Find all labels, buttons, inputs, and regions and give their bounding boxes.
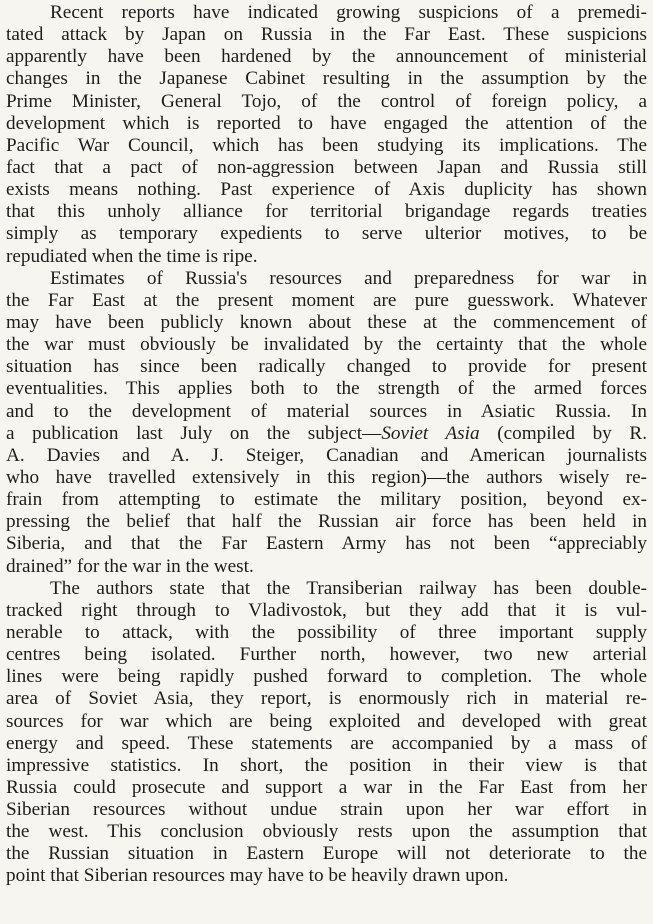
text-line: eventualities. This applies both to the strength of the armed forces	[6, 378, 647, 400]
text-line: who have travelled extensively in this region)—the authors wisely re-	[6, 466, 647, 488]
text-line: development which is reported to have engaged the attention of the	[6, 112, 647, 134]
text-line: Estimates of Russia's resources and preparedness for war in	[50, 267, 647, 289]
text-line: pressing the belief that half the Russian air force has been held in	[6, 511, 647, 533]
text-line: and to the development of material sources in Asiatic Russia. In	[6, 400, 647, 422]
text-line: simply as temporary expedients to serve ulterior motives, to be	[6, 223, 647, 245]
paragraph-3	[6, 578, 647, 888]
book-title: Soviet Asia	[381, 422, 480, 444]
text-line: tracked right through to Vladivostok, but they add that it is vul-	[6, 599, 647, 621]
text-line: fact that a pact of non-aggression between Japan and Russia still	[6, 156, 647, 178]
paragraph-2	[6, 268, 647, 578]
text-line: Russia could prosecute and support a war in the Far East from her	[6, 776, 647, 798]
text-line: Recent reports have indicated growing suspicions of a premedi-	[50, 2, 647, 23]
text-line: Prime Minister, General Tojo, of the control of foreign policy, a	[6, 90, 647, 112]
text-line: the war must obviously be invalidated by the certainty that the whole	[6, 334, 647, 356]
text-line: may have been publicly known about these at the commencement of	[6, 311, 647, 333]
paragraph-1	[6, 2, 647, 268]
text-line: lines were being rapidly pushed forward to completion. The whole	[6, 666, 647, 688]
text-line: frain from attempting to estimate the military position, beyond ex-	[6, 489, 647, 511]
text-line: area of Soviet Asia, they report, is enormously rich in material re-	[6, 688, 647, 710]
text-line: drained” for the war in the west.	[6, 555, 254, 577]
text-line: nerable to attack, with the possibility of three important supply	[6, 621, 647, 643]
text-line: situation has since been radically changed to provide for present	[6, 356, 647, 378]
text-line: Siberian resources without undue strain upon her war effort in	[6, 799, 647, 821]
text-fragment: (compiled by R.	[479, 422, 647, 444]
text-line: centres being isolated. Further north, however, two new arterial	[6, 644, 647, 666]
text-line: energy and speed. These statements are accompanied by a mass of	[6, 732, 647, 754]
text-line: that this unholy alliance for territorial brigandage regards treaties	[6, 201, 647, 223]
text-line: impressive statistics. In short, the position in their view is that	[6, 754, 647, 776]
text-line: A. Davies and A. J. Steiger, Canadian and American journalists	[6, 444, 647, 466]
text-line: point that Siberian resources may have to be heavily drawn upon.	[6, 865, 509, 887]
text-line: apparently have been hardened by the announcement of ministerial	[6, 46, 647, 68]
text-line: Pacific War Council, which has been studying its implications. The	[6, 134, 647, 156]
text-line: the Far East at the present moment are pure guesswork. Whatever	[6, 289, 647, 311]
text-line-with-title	[6, 423, 647, 445]
text-line: Siberia, and that the Far Eastern Army has not been “appreciably	[6, 533, 647, 555]
text-line: sources for war which are being exploited and developed with great	[6, 710, 647, 732]
text-line: tated attack by Japan on Russia in the Far East. These suspicions	[6, 24, 647, 46]
text-line: changes in the Japanese Cabinet resulting in the assumption by the	[6, 68, 647, 90]
text-line: repudiated when the time is ripe.	[6, 245, 258, 267]
text-line: exists means nothing. Past experience of Axis duplicity has shown	[6, 179, 647, 201]
text-line: the west. This conclusion obviously rests upon the assumption that	[6, 821, 647, 843]
text-fragment: a publication last July on the subject—	[6, 422, 382, 444]
text-line: the Russian situation in Eastern Europe will not deteriorate to the	[6, 843, 647, 865]
text-line: The authors state that the Transiberian railway has been double-	[50, 577, 647, 599]
